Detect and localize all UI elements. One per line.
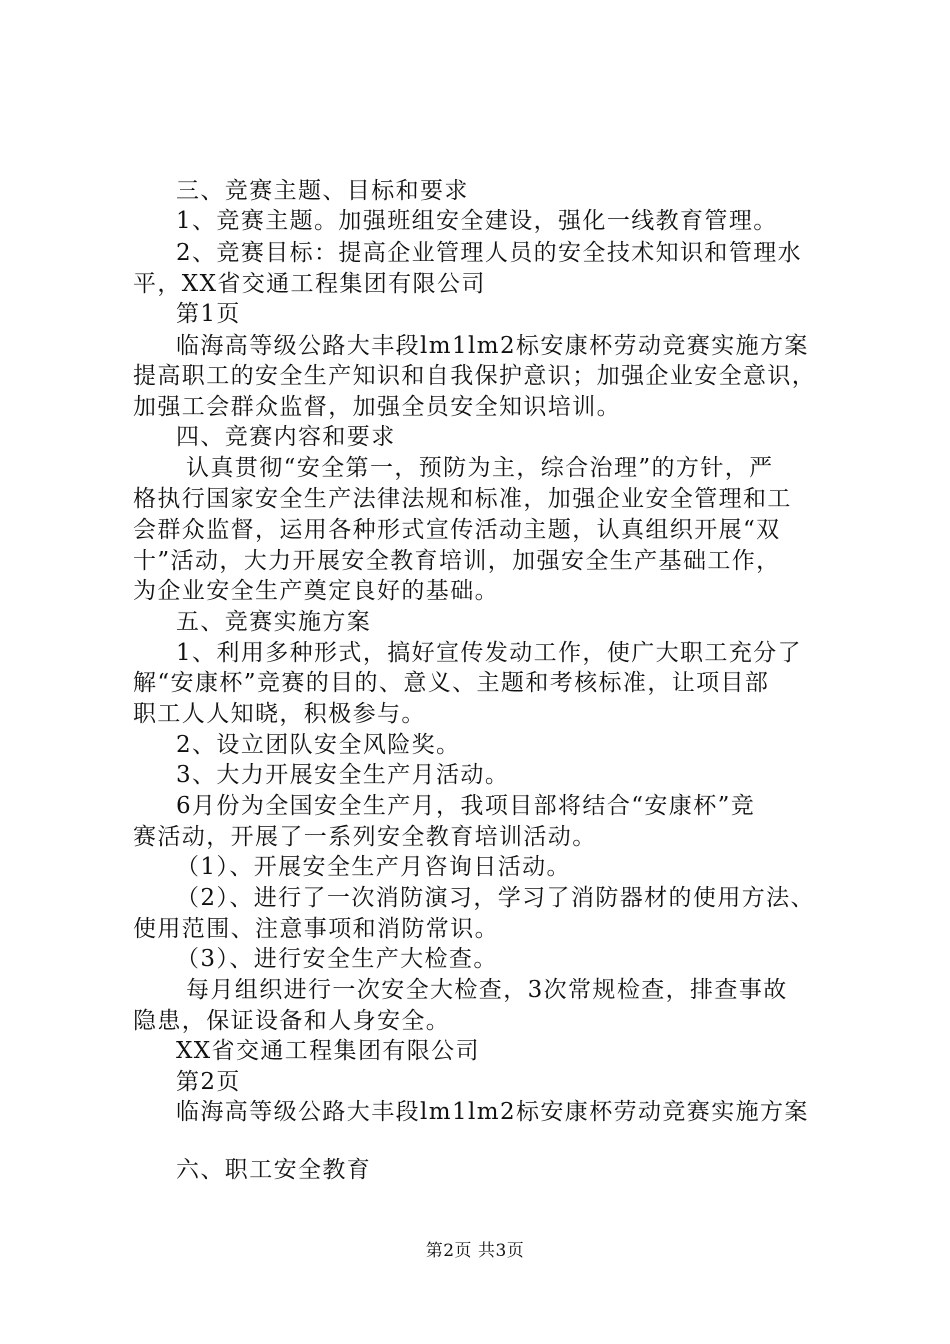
paragraph-line: 使用范围、注意事项和消防常识。 xyxy=(133,916,499,942)
paragraph-line: 平，XX省交通工程集团有限公司 xyxy=(133,271,486,297)
paragraph-line: （2）、进行了一次消防演习，学习了消防器材的使用方法、 xyxy=(176,885,815,911)
section-heading-4: 四、竞赛内容和要求 xyxy=(176,424,396,450)
paragraph-line: （3）、进行安全生产大检查。 xyxy=(176,946,498,972)
page-footer: 第2页 共3页 xyxy=(425,1241,525,1261)
paragraph-line: 为企业安全生产奠定良好的基础。 xyxy=(133,578,499,604)
paragraph-line: 1、竞赛主题。加强班组安全建设，强化一线教育管理。 xyxy=(176,208,778,234)
document-title-line: 临海高等级公路大丰段lm1lm2标安康杯劳动竞赛实施方案 xyxy=(176,1099,809,1125)
paragraph-line: 提高职工的安全生产知识和自我保护意识；加强企业安全意识， xyxy=(133,363,817,389)
paragraph-line: 3、大力开展安全生产月活动。 xyxy=(176,762,510,788)
paragraph-line: 每月组织进行一次安全大检查，3次常规检查，排查事故 xyxy=(186,977,788,1003)
document-title-line: 临海高等级公路大丰段lm1lm2标安康杯劳动竞赛实施方案 xyxy=(176,333,809,359)
paragraph-line: 解“安康杯”竞赛的目的、意义、主题和考核标准，让项目部 xyxy=(133,670,770,696)
paragraph-line: 十”活动，大力开展安全教育培训，加强安全生产基础工作， xyxy=(133,548,781,574)
section-heading-5: 五、竞赛实施方案 xyxy=(176,609,372,635)
paragraph-line: XX省交通工程集团有限公司 xyxy=(176,1038,480,1064)
page-number-text: 第2页 xyxy=(176,1069,241,1095)
section-heading-6: 六、职工安全教育 xyxy=(176,1157,372,1183)
paragraph-line: 2、竞赛目标：提高企业管理人员的安全技术知识和管理水 xyxy=(176,240,803,266)
paragraph-line: （1）、开展安全生产月咨询日活动。 xyxy=(176,854,571,880)
paragraph-line: 认真贯彻“安全第一，预防为主，综合治理”的方针，严 xyxy=(186,455,774,481)
paragraph-line: 1、利用多种形式，搞好宣传发动工作，使广大职工充分了 xyxy=(176,640,803,666)
paragraph-line: 格执行国家安全生产法律法规和标准，加强企业安全管理和工 xyxy=(133,486,792,512)
page-number-text: 第1页 xyxy=(176,301,241,327)
paragraph-line: 2、设立团队安全风险奖。 xyxy=(176,732,461,758)
paragraph-line: 加强工会群众监督，加强全员安全知识培训。 xyxy=(133,394,621,420)
paragraph-line: 隐患，保证设备和人身安全。 xyxy=(133,1008,451,1034)
paragraph-line: 6月份为全国安全生产月，我项目部将结合“安康杯”竞 xyxy=(176,793,756,819)
paragraph-line: 会群众监督，运用各种形式宣传活动主题，认真组织开展“双 xyxy=(133,517,781,543)
paragraph-line: 职工人人知晓，积极参与。 xyxy=(133,701,426,727)
section-heading-3: 三、竞赛主题、目标和要求 xyxy=(176,178,469,204)
paragraph-line: 赛活动，开展了一系列安全教育培训活动。 xyxy=(133,824,597,850)
